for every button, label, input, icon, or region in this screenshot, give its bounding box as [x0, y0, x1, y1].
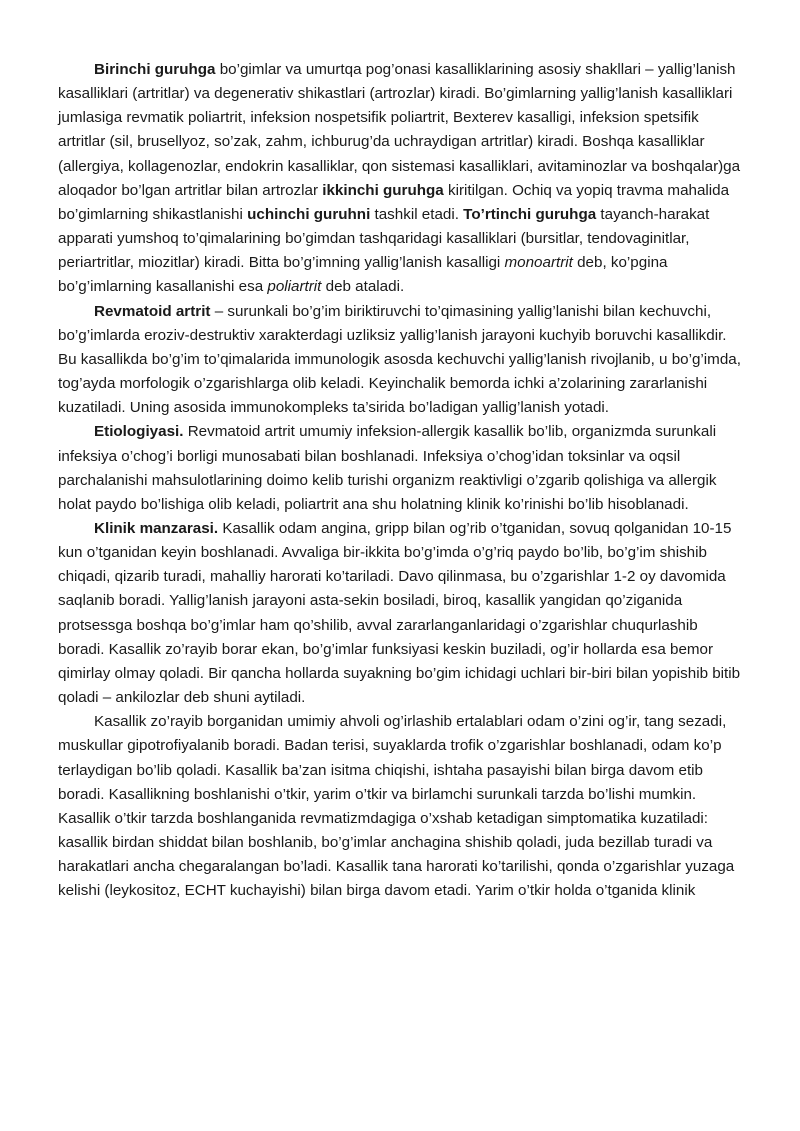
text-run: Kasallik odam angina, gripp bilan og’rib o’tganidan, sovuq qolganidan 10-15 kun o’tganidan keyin boshlanadi. Avvaliga bir-ikkita bo’g’imda o’g’riq paydo bo’lib, bo’g’im shishib chiqadi, qizarib turadi, mahalliy harorati ko’tariladi. Davo qilinmasa, bu o’zgarishlar 1-2 oy davomida saqlanib boradi. Yallig’lanish jarayoni asta-sekin bosiladi, biroq, kasallik yangidan qo’ziganida protsessga boshqa bo’g’imlar ham qo’shilib, avval zararlanganlaridagi o’zgarishlar chuqurlashib boradi. Kasallik zo’rayib borar ekan, bo’g’imlar funksiyasi keskin buziladi, og’ir hollarda esa bemor qimirlay olmay qoladi. Bir qancha hollarda suyakning bo’gim ichidagi uchlari bir-biri bilan yopishib bitib qoladi – ankilozlar deb shuni aytiladi. [58, 519, 741, 707]
text-run: deb ataladi. [321, 278, 405, 296]
term-revmatoid-artrit: Revmatoid artrit [94, 302, 211, 320]
text-run: tashkil etadi. [370, 205, 464, 223]
text-run: kiritilgan. Ochiq va yopiq travma mahalida bo’gimlarning shikastlanishi [58, 181, 730, 223]
term-poliartrit: poliartrit [267, 278, 322, 296]
term-fourth-group: To’rtinchi guruhga [463, 205, 597, 223]
text-run: Kasallik zo’rayib borganidan umimiy ahvoli og’irlashib ertalablari odam o’zini og’ir, tang sezadi, muskullar gipotrofiyalanib boradi. Badan terisi, suyaklarda trofik o’zgarishlar boshlanadi, odam ko’p terlaydigan bo’lib qoladi. Kasallik ba’zan isitma chiqishi, ishtaha pasayishi bilan birga davom etib boradi. Kasallikning boshlanishi o’tkir, yarim o’tkir va birlamchi surunkali tarzda bo’lishi mumkin. Kasallik o’tkir tarzda boshlanganida revmatizmdagiga o’xshab ketadigan simptomatika kuzatiladi: kasallik birdan shiddat bilan boshlanib, bo’g’imlar anchagina shishib qoladi, juda bezillab turadi va harakatlari ancha chegaralangan bo’ladi. Kasallik tana harorati ko’tarilishi, qonda o’zgarishlar yuzaga kelishi (leykositoz, ECHT kuchayishi) bilan birga davom etadi. Yarim o’tkir holda o’tganida klinik [58, 713, 735, 900]
text-run: – surunkali bo’g’im biriktiruvchi to’qimasining yallig’lanishi bilan kechuvchi, bo’g’imlarda eroziv-destruktiv xarakterdagi uzliksiz yallig’lanish jarayoni kuchyib boruvchi kasallikdir. Bu kasallikda bo’g’im to’qimalarida immunologik asosda kechuvchi yallig’lanish rivojlanib, u bo’g’imda, tog’ayda morfologik o’zgarishlarga olib keladi. Keyinchalik bemorda ichki a’zolarining zararlanishi kuzatiladi. Uning asosida immunokompleks ta’sirida bo’ladigan yallig’lanish yotadi. [58, 302, 741, 417]
paragraph-clinical-picture [58, 517, 746, 710]
term-first-group: Birinchi guruhga [94, 61, 216, 78]
text-run: tayanch-harakat apparati yumshoq to’qimalarining bo’gimdan tashqaridagi kasalliklari (bursitlar, tendovaginitlar, periartritlar, miozitlar) kiradi. Bitta bo’g’imning yallig’lanish kasalligi [58, 205, 710, 272]
term-third-group: uchinchi guruhni [247, 205, 371, 223]
paragraph-rheumatoid-arthritis [58, 300, 746, 421]
paragraph-classification [58, 58, 746, 300]
document-page [58, 58, 746, 903]
text-run: Revmatoid artrit umumiy infeksion-allergik kasallik bo’lib, organizmda surunkali infeksiya o’chog’i borligi munosabati bilan boshlanadi. Infeksiya o’chog’idan toksinlar va oqsil parchalanishi mahsulotlarining doimo kelib turishi organizm reaktivligi o’zgarib qolishiga va allergik holat paydo bo’lishiga olib keladi, poliartrit ana shu holatning klinik ko’rinishi bo’lib hisoblanadi. [58, 423, 717, 513]
paragraph-progression [58, 710, 746, 903]
heading-klinik-manzarasi: Klinik manzarasi. [94, 519, 219, 537]
text-run: bo’gimlar va umurtqa pog’onasi kasalliklarining asosiy shakllari – yallig’lanish kasalliklari (artritlar) va degenerativ shikastlari (artrozlar) kiradi. Bo’gimlarning yallig’lanish kasalliklari jumlasiga revmatik poliartrit, infeksion nospetsifik poliartrit, Bexterev kasalligi, infeksion spetsifik artritlar (sil, brusellyoz, so’zak, zahm, ichburug’da uchraydigan artritlar) kiradi. Boshqa kasalliklar (allergiya, kollagenozlar, endokrin kasalliklar, qon sistemasi kasalliklari, avitaminozlar va boshqalar)ga aloqador bo’lgan artritlar bilan artrozlar [58, 61, 741, 199]
term-second-group: ikkinchi guruhga [322, 181, 444, 199]
heading-etiologiyasi: Etiologiyasi. [94, 423, 184, 441]
text-run: deb, ko’pgina bo’g’imlarning kasallanishi esa [58, 254, 668, 296]
term-monoartrit: monoartrit [504, 254, 573, 272]
paragraph-etiology [58, 420, 746, 517]
